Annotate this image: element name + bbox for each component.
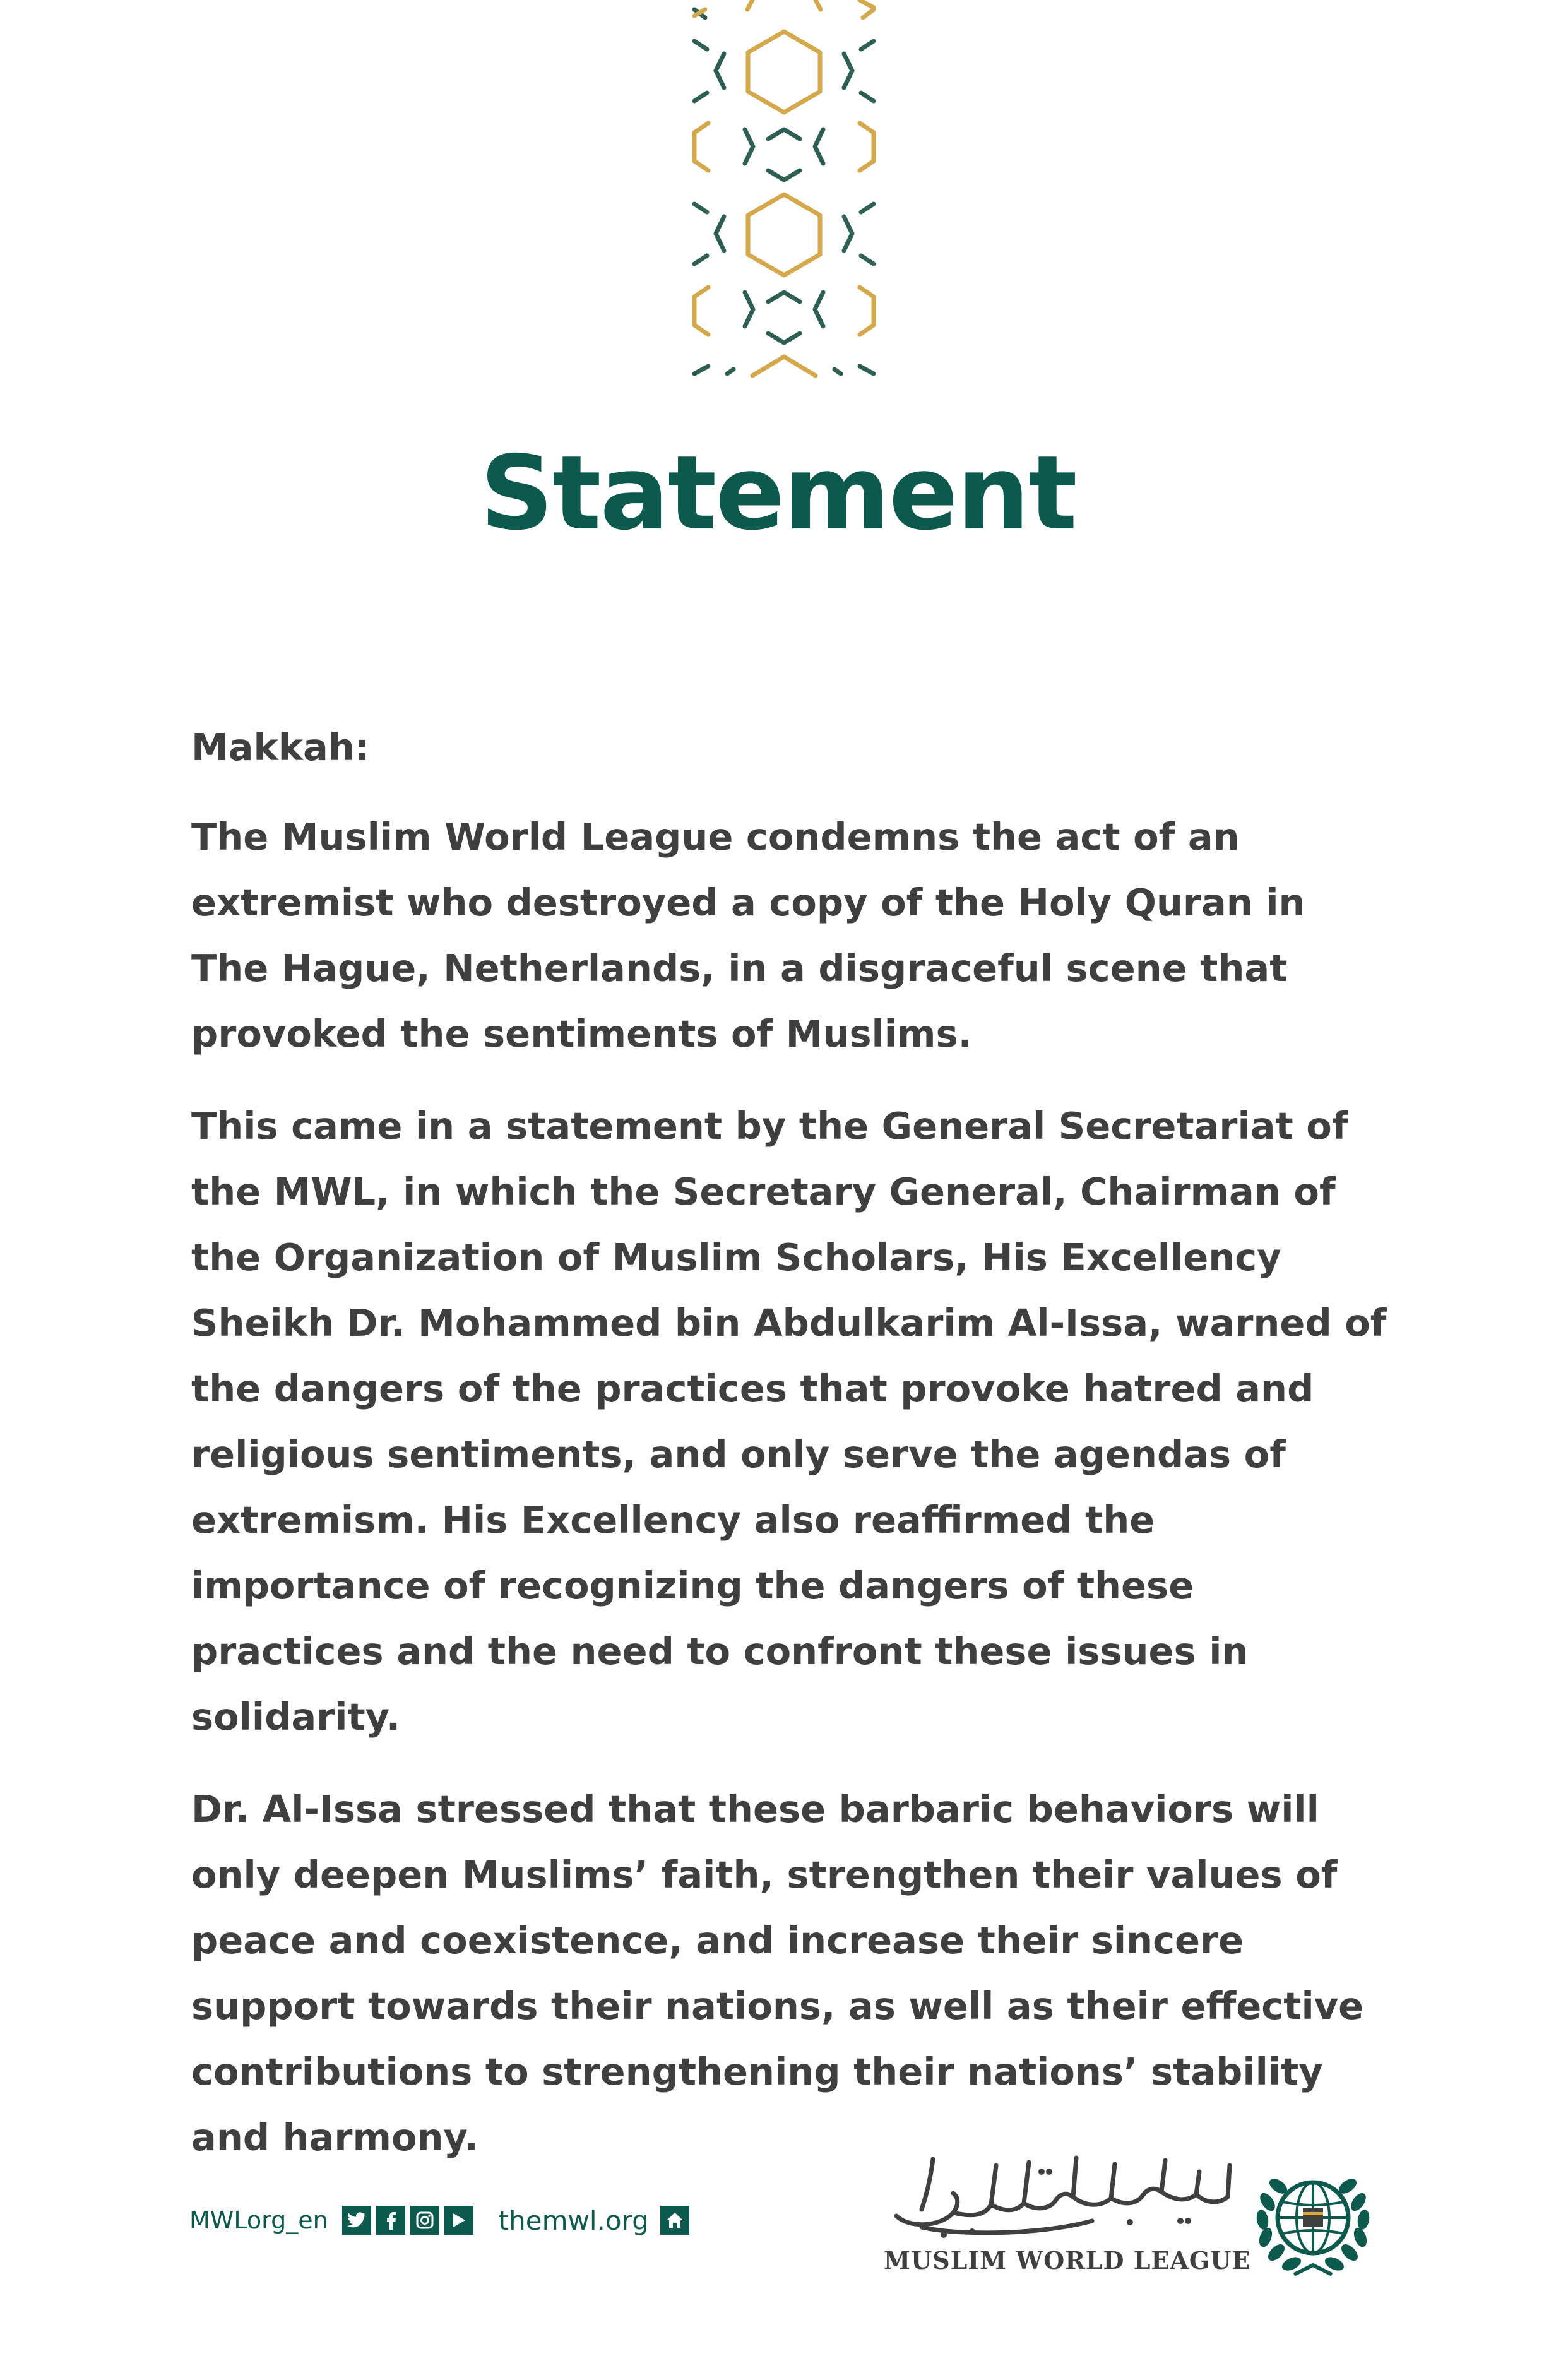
paragraph-2: This came in a statement by the General Secretariat of the MWL, in which the Secretary General, Chairman of the Organization of Muslim Scholars, His Excellency Sheikh Dr. Mohammed bin Abdulkarim Al-Issa, warned of the dangers of the practices that provoke hatred and religious sentiments, and only serve the agendas of extremism. His Excellency also reaffirmed the importance of recognizing the dangers of these practices and the need to confront these issues in solidarity. <box>191 1104 1387 1739</box>
dateline: Makkah: <box>191 725 370 769</box>
facebook-icon[interactable] <box>376 2206 405 2235</box>
mwl-logo <box>884 2146 1376 2292</box>
twitter-icon[interactable] <box>342 2206 371 2235</box>
youtube-icon[interactable] <box>444 2206 473 2235</box>
paragraph-3: Dr. Al-Issa stressed that these barbaric behaviors will only deepen Muslims’ faith, strengthen their values of peace and coexistence, and increase their sincere support towards their nations, as well as their effective contributions to strengthening their nations’ stability and harmony. <box>191 1787 1364 2159</box>
logo-english-text: MUSLIM WORLD LEAGUE <box>884 2246 1251 2275</box>
statement-body <box>191 715 1391 2197</box>
home-icon[interactable] <box>660 2206 689 2235</box>
website-link[interactable]: themwl.org <box>498 2204 649 2236</box>
arabic-calligraphy-logo <box>884 2146 1237 2241</box>
instagram-icon[interactable] <box>410 2206 439 2235</box>
globe-emblem-icon <box>1250 2158 1376 2284</box>
paragraph-1: The Muslim World League condemns the act of an extremist who destroyed a copy of the Holy Quran in The Hague, Netherlands, in a disgraceful scene that provoked the sentiments of Muslims. <box>191 815 1305 1056</box>
footer-social <box>189 2200 689 2240</box>
social-icons <box>342 2206 473 2235</box>
geometric-ornament <box>689 0 879 381</box>
social-handle[interactable]: MWLorg_en <box>189 2206 328 2234</box>
page-title: Statement <box>480 434 1076 553</box>
